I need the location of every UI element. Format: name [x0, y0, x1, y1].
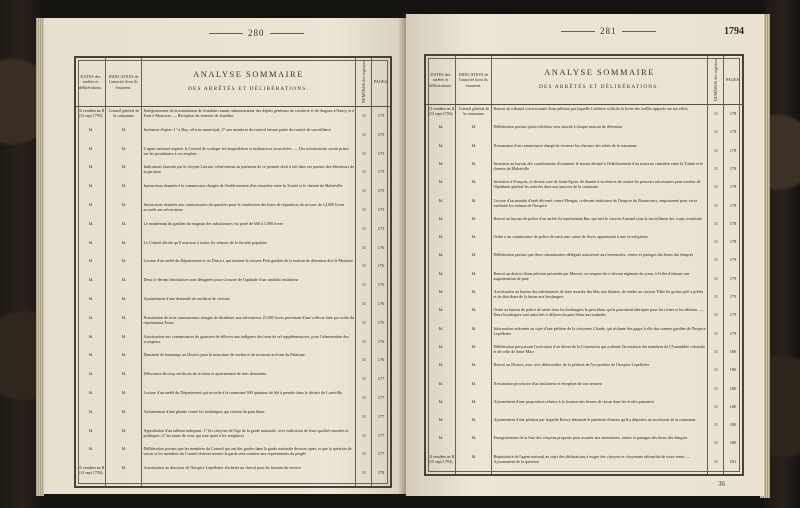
row-analysis: Délibération portant qu'un exhibitor sera attaché à chaque maison de détention [493, 124, 623, 130]
row-authority: Id. [471, 362, 477, 368]
row-register: 11 [713, 294, 719, 299]
row-register: 11 [361, 338, 367, 344]
table-row [76, 202, 390, 220]
row-page: 181 [729, 458, 737, 464]
header-pages: PAGES. [373, 79, 389, 85]
row-register: 11 [361, 413, 367, 419]
row-date: Id. [438, 142, 444, 148]
row-analysis: Nomination de trois commissaires chargés de distribuer aux nécessiteux 25,000 livres provenant d'une collecte faite par ordre du représentant Faure [143, 314, 355, 325]
row-authority: Id. [471, 453, 477, 459]
row-authority: Id. [121, 352, 127, 358]
row-page: 175 [377, 188, 385, 194]
header-analysis [492, 56, 708, 104]
table-row [76, 390, 390, 408]
row-register: 11 [713, 184, 719, 190]
row-page: 177 [377, 376, 385, 382]
header-title: ANALYSE SOMMAIRE [544, 67, 655, 77]
row-authority: Id. [121, 333, 127, 339]
row-register: 11 [713, 202, 719, 208]
header-subtitle: DES ARRÊTÉS ET DÉLIBÉRATIONS. [188, 86, 309, 92]
row-analysis: Indications fournies par le citoyen Lorrain, relativement au paiement de ce premier droit à fait dans ses parents des détenteurs de la paroisse [143, 164, 355, 175]
row-register: 11 [713, 147, 719, 153]
table-row [76, 164, 390, 182]
row-analysis: Autorisation au bureau des subsistances de faire moudre des blés aux blatiers, de rendre au citoyen Tillet les grains qu'il a prêtés et de distribuer de la farine aux boulangers [493, 289, 704, 300]
row-register: 11 [713, 458, 719, 464]
table-row [426, 106, 742, 123]
row-page: 179 [729, 257, 737, 263]
row-register: 11 [361, 263, 367, 269]
row-date: Id. [438, 435, 444, 441]
left-table [74, 56, 392, 488]
row-authority: Id. [471, 252, 477, 258]
table-row [76, 240, 390, 258]
row-date: Id. [438, 252, 444, 258]
row-page: 176 [377, 319, 385, 325]
row-page: 177 [377, 413, 385, 419]
header-dates: DATES des arrêtés et délibérations. [426, 56, 456, 104]
row-date: Id. [438, 234, 444, 240]
row-date: Id. [88, 371, 94, 377]
row-page: 175 [377, 169, 385, 175]
row-authority: Id. [121, 164, 127, 170]
signature-mark: 36 [718, 480, 725, 488]
row-date: Id. [88, 258, 94, 264]
row-register: 11 [361, 150, 367, 156]
row-date: Id. [88, 277, 94, 283]
row-analysis: Le maintenant du gardien du magasin des subsistances est porté de 600 à 1,000 livres [143, 220, 284, 226]
row-analysis: Information ordonnée au sujet d'une pétition de la citoyenne Claude, qui réclame des gages à elle dus comme gardien de l'hospice Lepelletier [493, 325, 706, 336]
header-authority: INDICATION de l'autorité dont ils émanent. [456, 56, 492, 104]
row-date: Id. [88, 126, 94, 132]
header-analysis [142, 58, 356, 106]
row-register: 11 [361, 395, 367, 400]
row-register: 11 [361, 301, 367, 306]
row-page: 176 [377, 263, 385, 269]
table-row [426, 435, 742, 452]
row-page: 179 [729, 312, 737, 318]
row-analysis: Enregistrement de la nomination de Jourdain comme administrateur des dépôts généraux de cavalerie et de dragons à Nancy et à Pont-à-Mousson. — Réception du serment de Jourdain [143, 108, 354, 119]
row-authority: Id. [471, 234, 477, 240]
row-authority: Id. [471, 307, 477, 313]
row-analysis: Réquisitoire de l'agent national au sujet des déclarations à exiger des citoyens et citoyennes affranchis de toute vente. — Ajournement de la question [493, 453, 691, 464]
row-register: 11 [361, 113, 367, 118]
table-row [76, 352, 390, 370]
row-date: Id. [88, 220, 94, 226]
row-authority: Id. [121, 408, 127, 414]
row-analysis: Délivrance de cinq certificats de civisme et ajournement de trois demandes [143, 371, 267, 377]
header-title: ANALYSE SOMMAIRE [193, 69, 304, 79]
table-row [426, 381, 742, 398]
table-row [76, 428, 390, 446]
page-edges-left [36, 18, 44, 496]
right-page [406, 14, 764, 496]
row-register: 11 [361, 131, 367, 137]
row-date: Id. [88, 427, 94, 433]
row-page: 178 [729, 129, 737, 135]
row-analysis: Renvoi au district d'une pétition présentée par Mercier, ex-sergent du ci-devant régiment du tyran, à l'effet d'obtenir une augmentation de paie [493, 270, 690, 281]
row-register: 11 [361, 169, 367, 175]
row-authority: Id. [471, 124, 477, 130]
table-row [426, 289, 742, 306]
row-register: 11 [713, 440, 719, 446]
row-page: 176 [377, 244, 385, 250]
row-date: Id. [88, 408, 94, 414]
header-pages: PAGES. [725, 77, 741, 83]
table-row [426, 124, 742, 141]
table-row [76, 315, 390, 333]
row-authority: Id. [471, 343, 477, 349]
row-authority: Id. [121, 371, 127, 377]
row-register: 11 [361, 188, 367, 194]
table-row [76, 409, 390, 427]
row-analysis: Ajournement d'une proposition relative à la fixation des heures de classe dans les écoles primaires [493, 398, 655, 404]
row-date: Id. [438, 343, 444, 349]
row-authority: Id. [471, 398, 477, 404]
left-table-header [76, 58, 390, 107]
row-date: Id. [88, 183, 94, 189]
row-register: 11 [361, 357, 367, 363]
row-page: 175 [377, 207, 385, 212]
row-authority: Id. [121, 126, 127, 132]
row-date: Id. [88, 296, 94, 301]
row-analysis: Deux ci-devant institutrices sont désignées pour s'assurer de l'aptitude d'un candidat instituteur [143, 277, 299, 283]
row-register: 11 [713, 367, 719, 373]
row-analysis: Approbation d'un tableau indiquant: 1° les citoyens de l'âge de la garde nationale, avec indication de leurs qualités morales et politiques; 2° les noms de ceux qui sont aptes à les remplacer [143, 427, 349, 438]
row-date: Id. [438, 417, 444, 423]
row-authority: Conseil général de la commune. [108, 108, 140, 119]
row-date: Id. [88, 164, 94, 170]
row-register: 11 [713, 111, 719, 116]
header-register: NUMÉROS des registres. [356, 58, 372, 106]
table-row [426, 161, 742, 178]
row-page: 176 [377, 301, 385, 306]
row-page: 180 [729, 422, 737, 428]
table-row [76, 183, 390, 201]
row-analysis: Demande de hommage au District pour la nourriture de vaches et de moutons arrivant du Palatinat [143, 352, 305, 358]
row-authority: Id. [121, 277, 127, 283]
row-register: 11 [713, 403, 719, 409]
row-register: 11 [361, 207, 367, 212]
row-analysis: Instructions données à la commission chargée de l'établissement d'un cimetière entre la Trinité et le chemin de Malzéville [143, 183, 343, 189]
table-row [426, 216, 742, 233]
row-register: 11 [361, 225, 367, 231]
row-page: 178 [729, 184, 737, 190]
row-date: Id. [88, 333, 94, 339]
row-page: 180 [729, 367, 737, 373]
row-authority: Id. [121, 465, 127, 471]
row-register: 11 [361, 451, 367, 457]
row-analysis: Délibération portant que deux commissaires délégués assisteront aux inventaires, ventes et partages des biens des émigrés [493, 252, 694, 258]
row-analysis: Délibération portant que les membres du Conseil qui ont des grades dans la garde nationale devront opter, et que la question de savoir si les membres du Conseil doivent monter la garde sera soumise aux représentants du peuple [143, 446, 352, 457]
row-register: 11 [713, 312, 719, 318]
row-date: 22 vendém an II (13 sept 1793). [77, 108, 105, 119]
row-register: 11 [713, 257, 719, 263]
row-authority: Id. [121, 314, 127, 320]
row-authority: Id. [471, 325, 477, 331]
row-authority: Id. [471, 160, 477, 166]
row-page: 175 [377, 225, 385, 231]
row-authority: Id. [121, 145, 127, 151]
table-row [426, 344, 742, 361]
row-analysis: L'agent national requiert le Conseil de soulager les hospitalières et institutrices incarcérées. — Des informations seront prises sur les postulantes à ces emplois [143, 145, 349, 156]
table-row [76, 221, 390, 239]
right-page-year: 1794 [724, 26, 744, 37]
row-page: 178 [729, 111, 737, 116]
row-date: Id. [88, 352, 94, 358]
table-row [76, 371, 390, 389]
row-page: 178 [729, 220, 737, 226]
row-date: Id. [438, 289, 444, 294]
row-analysis: Renvoi au bureau de police d'un arrêté du représentant Bar, qui met le citoyen Armand sous la surveillance des corps constitués [493, 215, 702, 221]
table-row [426, 198, 742, 215]
book-cover-left [0, 0, 40, 508]
row-analysis: Ajournement d'une demande de certificat de civisme [143, 296, 230, 301]
row-authority: Id. [121, 220, 127, 226]
row-date: Id. [438, 325, 444, 331]
row-date: 23 vendém an II (14 sept 1793). [77, 465, 105, 476]
row-page: 177 [377, 451, 385, 457]
row-authority: Id. [121, 446, 127, 452]
right-page-number: 281 [556, 26, 661, 36]
row-authority: Id. [121, 296, 127, 301]
row-analysis: Autorisation au directeur de l'hospice Lepelletier d'acheter un cheval pour les besoins du service [143, 465, 302, 471]
row-page: 175 [377, 113, 385, 118]
row-register: 11 [361, 432, 367, 438]
row-page: 175 [377, 131, 385, 137]
table-row [76, 108, 390, 126]
row-analysis: Invitation à François, ci-devant curé de Saint-Epvre, de donner à sa réserve de remise les pouvoirs nécessaires pour toucher de l'épidémie général les rentrées dues aux pauvres de la commune [493, 179, 701, 190]
row-analysis: Lecture d'un arrêté du Département et du District, qui nomme le citoyen Petit gardien de la maison de détention dite la Monnaie [143, 258, 353, 264]
table-row [76, 127, 390, 145]
row-register: 11 [713, 239, 719, 245]
table-row [76, 465, 390, 483]
row-register: 11 [713, 422, 719, 428]
left-page [44, 18, 406, 494]
row-register: 11 [713, 220, 719, 226]
row-analysis: Délibération prescrivant l'exécution d'un décret de la Convention qui ordonne l'arrestation des membres de l'Assemblée coloniale et de celle de Saint-Marc [493, 343, 706, 354]
row-page: 176 [377, 357, 385, 363]
row-register: 11 [713, 165, 719, 171]
row-register: 11 [361, 376, 367, 382]
row-date: 24 vendém an II (15 sept 1793). [427, 453, 455, 464]
row-page: 178 [729, 147, 737, 153]
row-authority: Id. [121, 258, 127, 264]
row-analysis: Instructions données aux commissaires du quartiers pour le conduction des listes de répartition du secours de 12,000 livres accordé aux nécessiteux [143, 202, 345, 213]
row-register: 11 [713, 129, 719, 135]
row-date: Id. [438, 270, 444, 276]
right-table-header [426, 56, 742, 105]
row-date: Id. [438, 362, 444, 368]
header-subtitle: DES ARRÊTÉS ET DÉLIBÉRATIONS. [539, 84, 660, 90]
row-register: 11 [361, 470, 367, 476]
table-row [426, 326, 742, 343]
row-register: 11 [361, 319, 367, 325]
row-page: 180 [729, 348, 737, 354]
header-register: NUMÉROS des registres. [708, 56, 724, 104]
row-page: 179 [729, 275, 737, 281]
row-page: 178 [377, 470, 385, 476]
row-authority: Id. [471, 380, 477, 386]
row-authority: Id. [121, 427, 127, 433]
row-page: 177 [377, 395, 385, 400]
row-page: 179 [729, 330, 737, 336]
row-analysis: Ajournement d'une pétition par laquelle Bouvy demande le paiement d'armes qu'il a déposées au secrétariat de la commune [493, 417, 696, 423]
row-date: Id. [438, 307, 444, 313]
left-table-rows [76, 107, 390, 486]
row-analysis: Ordre au bureau de police de saisir chez les boulangers le pain blanc qu'ils pourraient fabriquer pour les riches et les détenus. — Deux boulangers sont autorisés à délivrer du pain blanc aux malades [493, 307, 704, 318]
left-page-number: 280 [204, 28, 309, 38]
row-analysis: Ordre à un commissaire de police de saisir une caisse de livres appartenant à une ex-religieuse [493, 234, 648, 240]
row-authority: Id. [121, 183, 127, 189]
row-date: Id. [88, 202, 94, 207]
row-page: 180 [729, 403, 737, 409]
row-date: Id. [88, 239, 94, 245]
row-authority: Conseil général de la commune. [458, 106, 490, 117]
row-page: 178 [729, 165, 737, 171]
row-register: 11 [713, 330, 719, 336]
row-analysis: Enregistrement de la liste des citoyens proposés pour assister aux inventaires, ventes et partages des biens des émigrés [493, 435, 688, 441]
row-authority: Id. [471, 215, 477, 221]
table-row [426, 252, 742, 269]
row-analysis: Nomination d'un commissaire chargé de recenser les chevaux des relais de la commune [493, 142, 637, 148]
row-date: Id. [88, 446, 94, 452]
table-row [426, 417, 742, 434]
row-analysis: Invitation au bureau des contributions d'examiner le terrain destiné à l'établissement d'un nouveau cimetière entre la Trinité et le chemin de Malzéville [493, 160, 704, 171]
row-register: 11 [713, 348, 719, 354]
row-date: Id. [438, 124, 444, 130]
row-date: Id. [438, 197, 444, 203]
row-authority: Id. [121, 239, 127, 245]
row-page: 176 [377, 338, 385, 344]
row-date: Id. [88, 314, 94, 320]
table-row [426, 454, 742, 471]
row-register: 11 [713, 385, 719, 391]
row-register: 11 [361, 282, 367, 288]
row-authority: Id. [121, 202, 127, 207]
row-authority: Id. [471, 289, 477, 294]
row-analysis: Ajournement d'une plainte contre les boulangers qui cuisent du pain blanc [143, 408, 265, 414]
table-row [76, 277, 390, 295]
table-row [426, 179, 742, 196]
row-date: Id. [88, 145, 94, 151]
row-date: Id. [438, 398, 444, 404]
table-row [426, 399, 742, 416]
header-dates: DATES des arrêtés et délibérations. [76, 58, 106, 106]
row-analysis: Lecture d'un arrêté du Département qui accorde à la commune 300 quintaux de blé à prendre dans le district de Lunéville [143, 390, 342, 395]
row-analysis: Renvoi au tribunal correctionnel d'une pétition par laquelle Lefebvre sollicite la levée des scellés apposés sur ses effets [493, 106, 688, 111]
row-page: 179 [729, 294, 737, 299]
table-row [426, 271, 742, 288]
row-date: Id. [88, 390, 94, 395]
row-page: 178 [729, 239, 737, 245]
row-page: 177 [377, 432, 385, 438]
row-analysis: Invitation d'opter: 1° à Roy, officier municipal; 2° aux membres du conseil faisant partie du comité de surveillance [143, 126, 332, 132]
table-row [76, 446, 390, 464]
row-authority: Id. [471, 417, 477, 423]
row-analysis: Nomination provisoire d'un instituteur et réception de son serment [493, 380, 603, 386]
row-analysis: Renvoi au District, avec avis défavorable, de la pétition de l'ex-portière de l'hospice Lepelletier [493, 362, 650, 368]
table-row [426, 143, 742, 160]
row-page: 180 [729, 440, 737, 446]
right-table-rows [426, 105, 742, 474]
row-page: 180 [729, 385, 737, 391]
right-table [424, 54, 744, 476]
row-register: 11 [713, 275, 719, 281]
header-authority: INDICATION de l'autorité dont ils émanent. [106, 58, 142, 106]
row-page: 176 [377, 282, 385, 288]
table-row [426, 307, 742, 324]
table-row [76, 258, 390, 276]
row-date: Id. [438, 179, 444, 185]
row-authority: Id. [471, 197, 477, 203]
row-date: Id. [438, 380, 444, 386]
row-register: 11 [361, 244, 367, 250]
row-authority: Id. [471, 435, 477, 441]
table-row [76, 334, 390, 352]
row-authority: Id. [471, 270, 477, 276]
table-row [76, 296, 390, 314]
table-row [426, 362, 742, 379]
row-page: 175 [377, 150, 385, 156]
row-authority: Id. [121, 390, 127, 395]
row-analysis: Le Conseil décide qu'il assistera à toutes les séances de la Société populaire [143, 239, 268, 245]
row-analysis: Lecture d'un mandat d'arrêt décerné contre Mengin, ci-devant instituteur de l'hospice de Bonsecours, empoisonné pour avoir maltraité les enfants de l'hospice [493, 197, 698, 208]
table-row [426, 234, 742, 251]
row-date: Id. [438, 215, 444, 221]
row-authority: Id. [471, 179, 477, 185]
table-row [76, 146, 390, 164]
row-date: 23 vendém an II (13 sept 1793). [427, 106, 455, 117]
row-authority: Id. [471, 142, 477, 148]
row-date: Id. [438, 160, 444, 166]
row-analysis: Autorisation aux commissaires de quartiers de délivrer aux indigents des bons de sel supplémentaires, pour l'alimentation des voyageurs [143, 333, 349, 344]
row-page: 178 [729, 202, 737, 208]
